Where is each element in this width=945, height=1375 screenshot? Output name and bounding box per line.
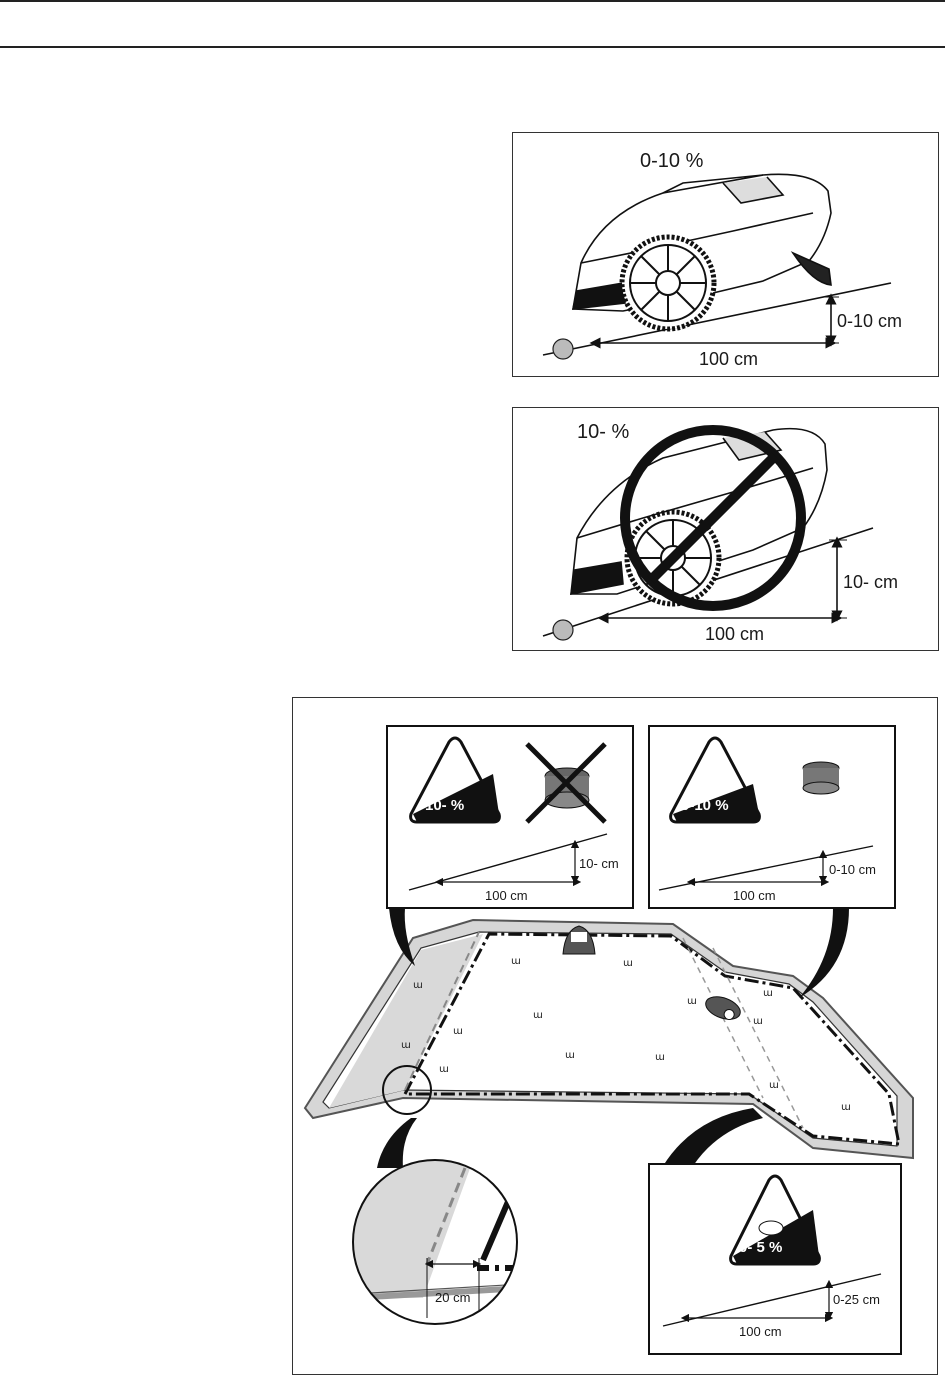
slope-badge: 10- % xyxy=(425,797,465,814)
svg-text:ɯ: ɯ xyxy=(841,1102,851,1113)
slope-ok-figure xyxy=(512,132,939,377)
distance-label: 20 cm xyxy=(435,1290,471,1305)
rise-label: 0-10 cm xyxy=(837,311,903,331)
moderate-slope-panel xyxy=(649,726,895,908)
svg-text:ɯ: ɯ xyxy=(769,1080,779,1091)
slope-percent-label: 0-10 % xyxy=(640,150,704,172)
lawn-overview-figure xyxy=(292,697,938,1375)
steep-slope-panel xyxy=(387,726,633,908)
header-rule-top xyxy=(0,0,945,2)
svg-text:ɯ: ɯ xyxy=(511,956,521,967)
svg-text:ɯ: ɯ xyxy=(413,980,423,991)
run-label: 100 cm xyxy=(739,1324,782,1339)
slope-badge: 0- 5 % xyxy=(739,1239,783,1256)
svg-text:ɯ: ɯ xyxy=(439,1064,449,1075)
pivot-marker-icon xyxy=(553,620,573,640)
rise-label: 10- cm xyxy=(579,856,619,871)
svg-text:ɯ: ɯ xyxy=(687,996,697,1007)
run-label: 100 cm xyxy=(485,888,528,903)
svg-text:ɯ: ɯ xyxy=(565,1050,575,1061)
mower-on-slope-illustration xyxy=(513,133,937,375)
run-label: 100 cm xyxy=(699,349,759,369)
mower-wheel-icon xyxy=(622,237,714,329)
svg-text:ɯ: ɯ xyxy=(655,1052,665,1063)
svg-text:ɯ: ɯ xyxy=(453,1026,463,1037)
svg-text:ɯ: ɯ xyxy=(401,1040,411,1051)
rise-label: 10- cm xyxy=(843,572,899,592)
slope-prohibited-figure xyxy=(512,407,939,651)
svg-text:ɯ: ɯ xyxy=(533,1010,543,1021)
svg-text:ɯ: ɯ xyxy=(623,958,633,969)
run-label: 100 cm xyxy=(705,624,765,644)
lawn-area xyxy=(305,920,913,1158)
rise-label: 0-25 cm xyxy=(833,1292,880,1307)
boundary-distance-detail xyxy=(353,1160,533,1330)
header-rule-bottom xyxy=(0,46,945,48)
pivot-marker-icon xyxy=(553,339,573,359)
rise-label: 0-10 cm xyxy=(829,862,876,877)
run-label: 100 cm xyxy=(733,888,776,903)
slope-percent-label: 10- % xyxy=(577,421,630,443)
svg-text:ɯ: ɯ xyxy=(763,988,773,999)
svg-text:ɯ: ɯ xyxy=(753,1016,763,1027)
gentle-slope-panel xyxy=(649,1164,901,1354)
slope-badge: 0-10 % xyxy=(681,797,729,814)
wire-spool-icon xyxy=(803,762,839,794)
